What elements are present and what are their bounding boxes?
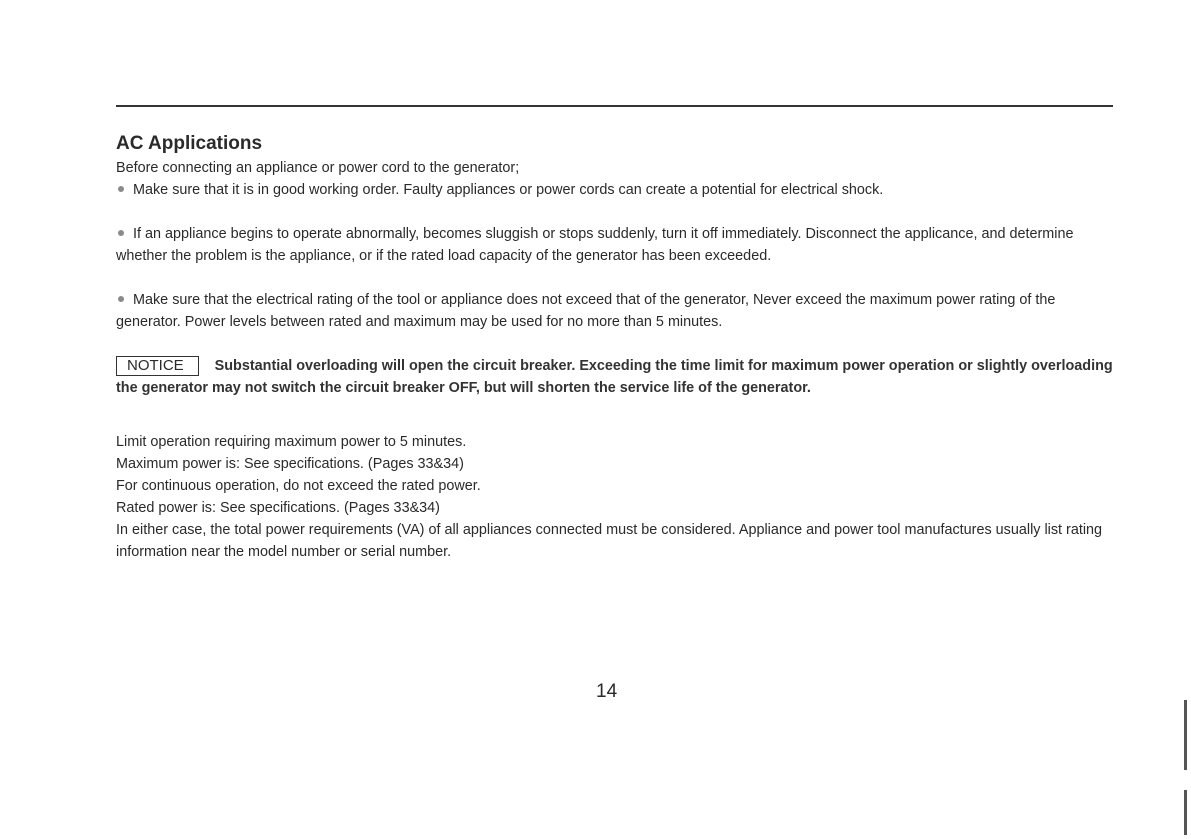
scan-edge-mark — [1184, 790, 1187, 835]
notice-label: NOTICE — [116, 356, 199, 376]
specs-block — [116, 431, 1113, 563]
header-rule — [116, 105, 1113, 107]
spacer — [116, 333, 1113, 355]
bullet-text-2: If an appliance begins to operate abnormally, becomes sluggish or stops suddenly, turn it off immediately. Disconnect the applicance, and determine whether the problem is the appliance, or if the rated load capacity of the generator has been exceeded. — [116, 226, 1074, 264]
notice-block — [116, 355, 1113, 399]
bullet-item-1 — [116, 179, 1113, 201]
specs-line-5: In either case, the total power requirements (VA) of all appliances connected must be considered. Appliance and power tool manufactures usually list rating information near the model number or serial number. — [116, 522, 1103, 560]
notice-text: Substantial overloading will open the circuit breaker. Exceeding the time limit for maximum power operation or slightly overloading the generator may not switch the circuit breaker OFF, but will shorten the service life of the generator. — [116, 358, 1113, 396]
section-title: AC Applications — [116, 133, 263, 154]
bullet-icon — [118, 186, 124, 192]
specs-line-4: Rated power is: See specifications. (Pages 33&34) — [116, 500, 440, 516]
bullet-icon — [118, 296, 124, 302]
spacer — [116, 201, 1113, 223]
specs-line-1: Limit operation requiring maximum power to 5 minutes. — [116, 434, 467, 450]
bullet-icon — [118, 230, 124, 236]
specs-line-2: Maximum power is: See specifications. (Pages 33&34) — [116, 456, 464, 472]
page-number: 14 — [596, 681, 618, 702]
bullet-item-2 — [116, 223, 1113, 267]
bullet-item-3 — [116, 289, 1113, 333]
bullet-text-3: Make sure that the electrical rating of the tool or appliance does not exceed that of the generator, Never exceed the maximum power rating of the generator. Power levels between rated and maximum may be used for no more than 5 minutes. — [116, 292, 1056, 330]
spacer — [116, 267, 1113, 289]
bullet-text-1: Make sure that it is in good working order. Faulty appliances or power cords can create a potential for electrical shock. — [133, 182, 884, 198]
intro-text: Before connecting an appliance or power cord to the generator; — [116, 160, 520, 176]
page-content — [116, 131, 1113, 563]
specs-line-3: For continuous operation, do not exceed the rated power. — [116, 478, 481, 494]
scan-edge-mark — [1184, 700, 1187, 770]
